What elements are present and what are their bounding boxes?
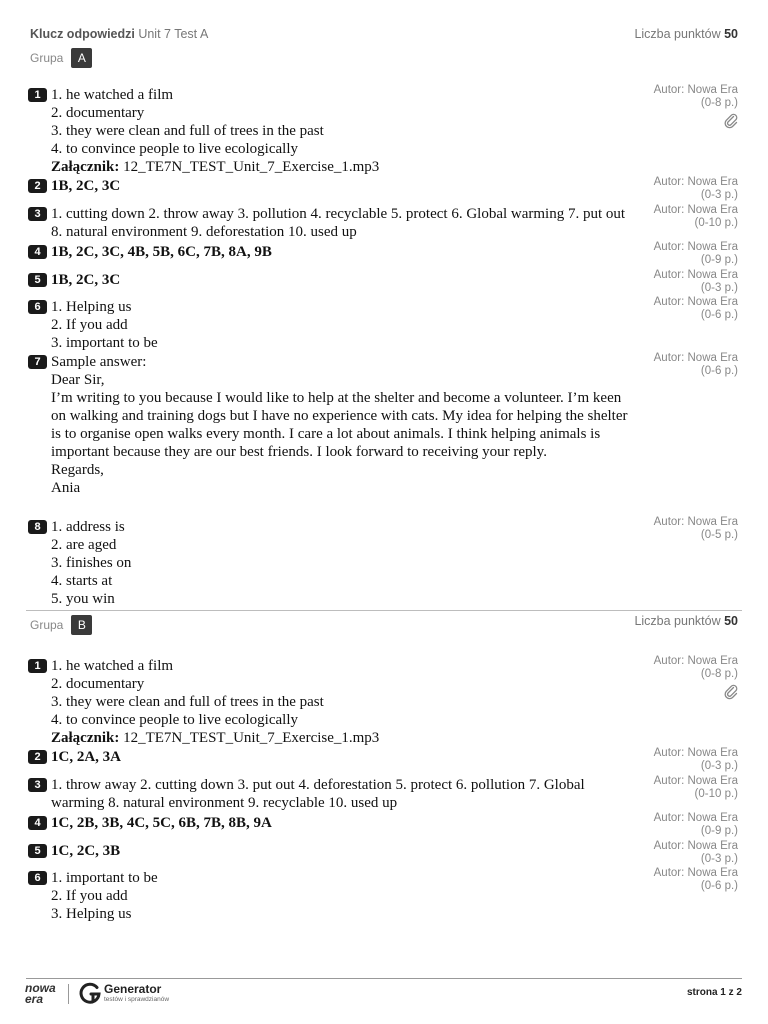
b-q2-meta: Autor: Nowa Era (0-3 p.) bbox=[653, 747, 738, 772]
paperclip-icon[interactable] bbox=[654, 113, 738, 133]
b-q1-meta: Autor: Nowa Era (0-8 p.) bbox=[654, 655, 738, 704]
paperclip-icon[interactable] bbox=[654, 684, 738, 704]
a-q8-meta: Autor: Nowa Era (0-5 p.) bbox=[653, 516, 738, 541]
group-a-label: Grupa A bbox=[30, 48, 92, 68]
a-q7: 7 Sample answer: Dear Sir, I’m writing to you because I would like to help at the shelter and become a volunteer. I’m keen on walking and training dogs but I have no experience with cats. My idea for helping the shelter is to organise open walks every month. I care a lot about animals. I think helping animals is important because they are our best friends. I look forward to receiving your reply. Regards, Ania bbox=[28, 353, 634, 497]
footer-divider bbox=[26, 978, 742, 979]
page-number: strona 1 z 2 bbox=[686, 987, 742, 998]
b-q2: 2 1C, 2A, 3A bbox=[28, 748, 638, 766]
title-rest: Unit 7 Test A bbox=[134, 27, 209, 41]
attachment-line[interactable]: Załącznik: 12_TE7N_TEST_Unit_7_Exercise_1.mp3 bbox=[51, 730, 380, 746]
group-divider bbox=[26, 610, 742, 611]
generator-logo: Generator testów i sprawdzianów bbox=[104, 982, 170, 1003]
a-q8: 8 1. address is 2. are aged 3. finishes on 4. starts at 5. you win bbox=[28, 518, 638, 608]
total-points: Liczba punktów 50 bbox=[634, 27, 738, 41]
b-q5: 5 1C, 2C, 3B bbox=[28, 842, 638, 860]
a-q3-meta: Autor: Nowa Era (0-10 p.) bbox=[653, 204, 738, 229]
logo-separator bbox=[68, 984, 69, 1004]
question-number: 1 bbox=[28, 88, 47, 102]
b-q3-meta: Autor: Nowa Era (0-10 p.) bbox=[653, 775, 738, 800]
b-q6-meta: Autor: Nowa Era (0-6 p.) bbox=[653, 867, 738, 892]
a-q6: 6 1. Helping us 2. If you add 3. important to be bbox=[28, 298, 638, 352]
b-q4-meta: Autor: Nowa Era (0-9 p.) bbox=[653, 812, 738, 837]
a-q4-meta: Autor: Nowa Era (0-9 p.) bbox=[653, 241, 738, 266]
page-header bbox=[30, 27, 738, 41]
a-q5: 5 1B, 2C, 3C bbox=[28, 271, 638, 289]
group-b-label: Grupa B bbox=[30, 615, 92, 635]
b-q3: 3 1. throw away 2. cutting down 3. put out 4. deforestation 5. protect 6. pollution 7. Global warming 8. natural environment 9. recyclable 10. used up bbox=[28, 776, 638, 812]
a-q2: 2 1B, 2C, 3C bbox=[28, 177, 638, 195]
a-q2-meta: Autor: Nowa Era (0-3 p.) bbox=[653, 176, 738, 201]
b-q5-meta: Autor: Nowa Era (0-3 p.) bbox=[653, 840, 738, 865]
a-q3: 3 1. cutting down 2. throw away 3. pollution 4. recyclable 5. protect 6. Global warming 7. put out 8. natural environment 9. deforestation 10. used up bbox=[28, 205, 638, 241]
a-q7-meta: Autor: Nowa Era (0-6 p.) bbox=[653, 352, 738, 377]
group-a-badge: A bbox=[71, 48, 92, 68]
title-bold: Klucz odpowiedzi bbox=[30, 27, 135, 41]
a-q6-meta: Autor: Nowa Era (0-6 p.) bbox=[653, 296, 738, 321]
b-q4: 4 1C, 2B, 3B, 4C, 5C, 6B, 7B, 8B, 9A bbox=[28, 814, 638, 832]
a-q5-meta: Autor: Nowa Era (0-3 p.) bbox=[653, 269, 738, 294]
attachment-line[interactable]: Załącznik: 12_TE7N_TEST_Unit_7_Exercise_1.mp3 bbox=[51, 159, 380, 175]
generator-g-icon bbox=[78, 981, 102, 1010]
nowa-era-logo: nowa era bbox=[25, 981, 56, 1006]
a-q4: 4 1B, 2C, 3C, 4B, 5B, 6C, 7B, 8A, 9B bbox=[28, 243, 638, 261]
a-q1: 1 1. he watched a film 2. documentary 3. they were clean and full of trees in the past 4. to convince people to live ecologically Załącznik: 12_TE7N_TEST_Unit_7_Exercise_1.mp3 bbox=[28, 86, 638, 176]
group-b-badge: B bbox=[71, 615, 92, 635]
b-q1: 1 1. he watched a film 2. documentary 3. they were clean and full of trees in the past 4. to convince people to live ecologically Załącznik: 12_TE7N_TEST_Unit_7_Exercise_1.mp3 bbox=[28, 657, 638, 747]
b-q6: 6 1. important to be 2. If you add 3. Helping us bbox=[28, 869, 638, 923]
a-q1-meta: Autor: Nowa Era (0-8 p.) bbox=[654, 84, 738, 133]
